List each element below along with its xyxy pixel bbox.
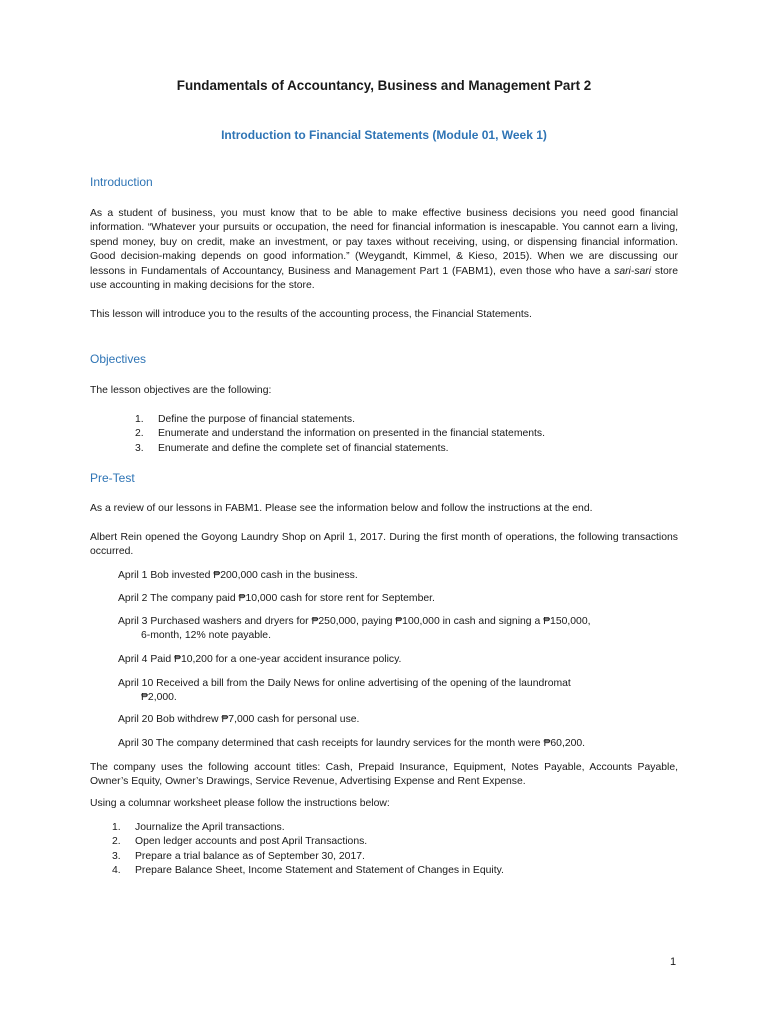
introduction-heading: Introduction [90,175,153,189]
sari-sari-term: sari-sari [614,265,652,277]
pretest-scenario: Albert Rein opened the Goyong Laundry Shop on April 1, 2017. During the first month of operations, the following transactions occurred. [90,532,678,558]
objectives-lead: The lesson objectives are the following: [90,385,272,396]
list-item: 1. Define the purpose of financial statements. [135,414,355,425]
account-titles-paragraph: The company uses the following account titles: Cash, Prepaid Insurance, Equipment, Notes Payable, Accounts Payable, Owner’s Equity, Owner’s Drawings, Service Revenue, Advertising Expense and Rent Expense. [90,762,678,788]
list-item: 3. Prepare a trial balance as of September 30, 2017. [112,850,365,862]
instructions-list [112,821,692,879]
document-title: Fundamentals of Accountancy, Business and Management Part 2 [176,78,592,93]
transaction-item: April 30 The company determined that cash receipts for laundry services for the month were ₱60,200. [118,738,586,749]
instructions-lead: Using a columnar worksheet please follow the instructions below: [90,798,390,809]
objectives-heading: Objectives [90,352,147,366]
introduction-paragraph: As a student of business, you must know that to be able to make effective business decisions you need good financial information. “Whatever your pursuits or occupation, the need for financial information is inescapable. You cannot earn a living, spend money, buy on credit, make an investment, or pay taxes without receiving, using, or dispensing financial information. Good decision-making depends on good information.” (Weygandt, Kimmel, & Kieso, 2015). When we are discussing our lessons in Fundamentals of Accountancy, Business and Management Part 1 (FABM1), even those who have a sari-sari store use accounting in making decisions for the store. [90,208,678,292]
transaction-item: April 3 Purchased washers and dryers for ₱250,000, paying ₱100,000 in cash and signing a ₱150,000, 6-month, 12% note payable. [118,616,591,641]
list-item: 3. Enumerate and define the complete set of financial statements. [135,442,449,454]
objectives-list [135,413,695,456]
list-item: 1. Journalize the April transactions. [112,822,285,833]
list-item: 4. Prepare Balance Sheet, Income Statement and Statement of Changes in Equity. [112,865,504,877]
list-item: 2. Open ledger accounts and post April Transactions. [112,836,368,848]
page-number: 1 [670,956,677,968]
transaction-item: April 20 Bob withdrew ₱7,000 cash for personal use. [118,714,360,725]
list-item: 2. Enumerate and understand the information on presented in the financial statements. [135,428,546,440]
document-subtitle: Introduction to Financial Statements (Module 01, Week 1) [221,128,547,142]
pretest-review: As a review of our lessons in FABM1. Please see the information below and follow the instructions at the end. [90,503,593,514]
lesson-intro-paragraph: This lesson will introduce you to the results of the accounting process, the Financial Statements. [90,309,532,320]
pretest-heading: Pre-Test [90,471,135,485]
transaction-item: April 4 Paid ₱10,200 for a one-year accident insurance policy. [118,654,402,665]
transaction-item: April 10 Received a bill from the Daily News for online advertising of the opening of the laundromat ₱2,000. [118,678,571,703]
transaction-item: April 2 The company paid ₱10,000 cash for store rent for September. [118,593,435,604]
transaction-item: April 1 Bob invested ₱200,000 cash in the business. [118,570,358,581]
